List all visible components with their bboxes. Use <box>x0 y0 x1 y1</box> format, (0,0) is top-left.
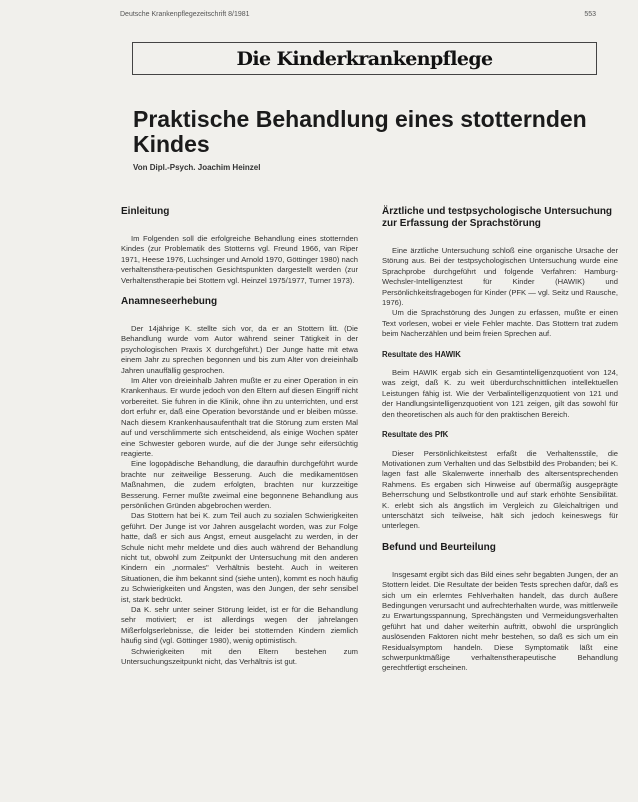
heading-resultate-hawik: Resultate des HAWIK <box>382 349 461 359</box>
section-banner-label: Die Kinderkrankenpflege <box>236 47 493 70</box>
heading-einleitung: Einleitung <box>121 206 170 217</box>
paragraph: Dieser Persönlichkeitstest erfaßt die Verhaltensstile, die Motivationen zum Verhalten und das Selbstbild des Probanden; bei K. lagen fast alle Skalenwerte innerhalb des altersentsprechenden Rahmens. Es ergaben sich Hinweise auf übermäßig ausgeprägte Beherrschung und Selbstkontrolle und auf stark erhöhte Sensibilität. K. erlebt sich als ängstlich im Vergleich zu Gleichaltrigen und unterschätzt sich teilweise, hält sich jedoch keineswegs für unterlegen. <box>382 448 618 531</box>
journal-header: Deutsche Krankenpflegezeitschrift 8/1981 <box>120 11 250 18</box>
paragraph: Eine ärztliche Untersuchung schloß eine organische Ursache der Störung aus. Bei der testpsychologischen Untersuchung wurde eine Sprachprobe durchgeführt und folgende Verfahren: Hamburg-Wechsler-Intelligenztest für Kinder (HAWIK) und Persönlichkeitsfragebogen für Kinder (PFK — vgl. Seitz und Rausche, 1976). <box>382 246 618 308</box>
paragraph: Um die Sprachstörung des Jungen zu erfassen, mußte er einen Text vorlesen, wobei er viele Fehler machte. Das Stottern trat zudem beim Nacherzählen und beim freien Sprechen auf. <box>382 308 618 339</box>
article-title: Praktische Behandlung eines stotternden Kindes <box>133 106 587 157</box>
paragraph: Insgesamt ergibt sich das Bild eines sehr begabten Jungen, der an Stottern leidet. Die Resultate der beiden Tests sprechen dafür, daß es sich um ein erlerntes Fehlverhalten handelt, das durch äußere Bedingungen verursacht und aufrechterhalten wurde, was mittlerweile zu Erwartungsspannung, Sprechängsten und Vermeidungsverhalten geführt hat und daher weiterhin auftritt, obwohl die ursprünglich auslösenden Faktoren nicht mehr bestehen, so daß es sich um ein Residualsymptom handeln. Diese Symptomatik läßt eine schwerpunktmäßige verhaltenstherapeutische Behandlung gerechtfertigt erscheinen. <box>382 569 618 673</box>
heading-resultate-pfk: Resultate des PfK <box>382 430 449 440</box>
paragraph: Da K. sehr unter seiner Störung leidet, ist er für die Behandlung sehr motiviert; er ist allerdings wegen der jahrelangen Mißerfolgserlebnisse, die leider bei stotternden Kindern ziemlich häufig sind (vgl. Göttinger 1980), wenig optimistisch. <box>121 605 358 646</box>
paragraph: Der 14jährige K. stellte sich vor, da er an Stottern litt. (Die Behandlung wurde vom Autor während seiner Tätigkeit in der psychologischen Praxis X durchgeführt.) Der Junge hatte mit etwa einem Jahr zu sprechen begonnen und bis zum Alter von dreieinhalb Jahren unauffällig gesprochen. <box>121 324 358 375</box>
page-number: 553 <box>584 11 596 18</box>
article-byline: Von Dipl.-Psych. Joachim Heinzel <box>133 163 261 172</box>
paragraph: Das Stottern hat bei K. zum Teil auch zu sozialen Schwierigkeiten geführt. Der Junge ist vor Jahren ausgelacht worden, was zur Folge hatte, daß er sich aus Angst, erneut ausgelacht zu werden, in der Schule nicht mehr meldete und dies auch während der Behandlung nicht tut, obwohl zum Zeitpunkt der Untersuchung mit den anderen Kindern ein „normales" Verhältnis besteht. Auch in weiteren Situationen, die ihm bekannt sind (siehe unten), kommt es noch häufig zu Schwierigkeiten und Ängsten, was den Jungen, der sehr sensibel ist, stark bedrückt. <box>121 511 358 604</box>
left-column <box>121 206 358 667</box>
paragraph: Eine logopädische Behandlung, die daraufhin durchgeführt wurde brachte nur zeitweilige Besserung. Auch die medikamentösen Maßnahmen, die zudem erfolgten, brachten nur kurzzeitige Besserung. Ferner mußte zweimal eine begonnene Behandlung aus persönlichen Gründen abgebrochen werden. <box>121 459 358 510</box>
paragraph: Beim HAWIK ergab sich ein Gesamtintelligenzquotient von 124, was zeigt, daß K. zu weit überdurchschnittlichen intellektuellen Leistungen fähig ist. Wie der Verbalintelligenzquotient von 121 und der Handlungsintelligenzquotient von 121 zeigen, gilt das sowohl für den theoretischen als auch für den praktischen Bereich. <box>382 368 618 419</box>
paragraph: Im Folgenden soll die erfolgreiche Behandlung eines stotternden Kindes (zur Problematik des Stotterns vgl. Freund 1966, van Riper 1971, Heese 1976, Luchsinger und Arnold 1970, Göttinger 1980) nach verhaltensthera-peutischen Gesichtspunkten dargestellt werden (zur Verhaltenstherapie bei Stottern vgl. Heinzel 1975/1977, Turner 1973). <box>121 234 358 285</box>
heading-anamneseerhebung: Anamneseerhebung <box>121 296 218 308</box>
heading-befund: Befund und Beurteilung <box>382 541 496 553</box>
right-column <box>382 206 618 674</box>
paragraph: Schwierigkeiten mit den Eltern bestehen zum Untersuchungszeitpunkt nicht, das Verhältnis ist gut. <box>121 646 358 667</box>
paragraph: Im Alter von dreieinhalb Jahren mußte er zu einer Operation in ein Krankenhaus. Er wurde jedoch von den Eltern auf diesen Eingriff nicht vorbereitet. Sie fuhren in die Klinik, ohne ihn zu unterrichten, und erst dort erfuhr er, daß eine Operation bevorstände und er bleiben müsse. Nach diesem Krankenhausaufenthalt trat die Störung zum ersten Mal auf und verschlimmerte sich entscheidend, als einige Wochen später eine Schwester geboren wurde, auf die der Junge sehr eifersüchtig reagierte. <box>121 376 358 458</box>
section-banner <box>132 42 597 75</box>
heading-aerztliche-untersuchung: Ärztliche und testpsychologische Untersuchung zur Erfassung der Sprachstörung <box>382 206 613 229</box>
